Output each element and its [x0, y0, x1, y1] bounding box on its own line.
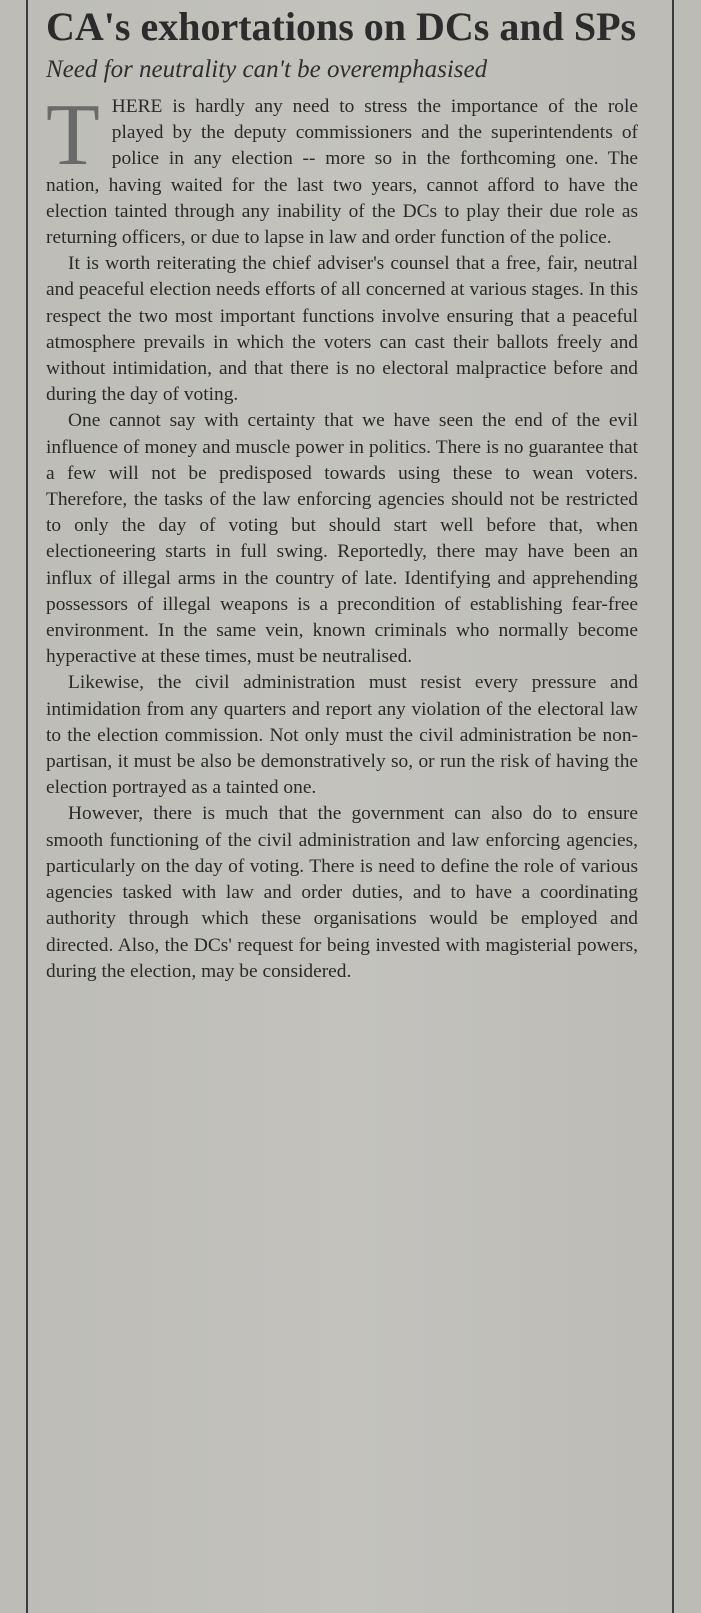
paragraph-4: Likewise, the civil administration must resist every pressure and intimidation from any quarters and report any violation of the electoral law to the election commission. Not only must the civil administration be non-partisan, it must be also be demonstratively so, or run the risk of having the election portrayed as a tainted one. [46, 672, 638, 799]
paragraph-5: However, there is much that the government can also do to ensure smooth functioning of the civil administration and law enforcing agencies, particularly on the day of voting. There is need to define the role of various agencies tasked with law and order duties, and to have a coordinating authority through which these organisations would be employed and directed. Also, the DCs' request for being invested with magisterial powers, during the election, may be considered. [46, 803, 638, 982]
article-body [46, 87, 638, 985]
column-rule-right [672, 0, 674, 1613]
lead-paragraph [46, 87, 638, 251]
paragraph-2: It is worth reiterating the chief adviser's counsel that a free, fair, neutral and peaceful election needs efforts of all concerned at various stages. In this respect the two most important functions involve ensuring that a peaceful atmosphere prevails in which the voters can cast their ballots freely and without intimidation, and that there is no electoral malpractice before and during the day of voting. [46, 253, 638, 406]
lead-paragraph-text: HERE is hardly any need to stress the importance of the role played by the deputy commissioners and the superintendents of police in any election -- more so in the forthcoming one. The nation, having waited for the last two years, cannot afford to have the election tainted through any inability of the DCs to play their due role as returning officers, or due to lapse in law and order function of the police. [46, 96, 638, 249]
headline: CA's exhortations on DCs and SPs [46, 4, 637, 49]
drop-cap: T [46, 87, 100, 184]
paragraph-3: One cannot say with certainty that we have seen the end of the evil influence of money and muscle power in politics. There is no guarantee that a few will not be predisposed towards using these to wean voters. Therefore, the tasks of the law enforcing agencies should not be restricted to only the day of voting but should start well before that, when electioneering starts in full swing. Reportedly, there may have been an influx of illegal arms in the country of late. Identifying and apprehending possessors of illegal weapons is a precondition of establishing fear-free environment. In the same vein, known criminals who normally become hyperactive at these times, must be neutralised. [46, 410, 638, 668]
deck-subheadline: Need for neutrality can't be overemphasised [46, 56, 488, 83]
column-rule-left [26, 0, 28, 1613]
editorial-article [46, 0, 638, 985]
